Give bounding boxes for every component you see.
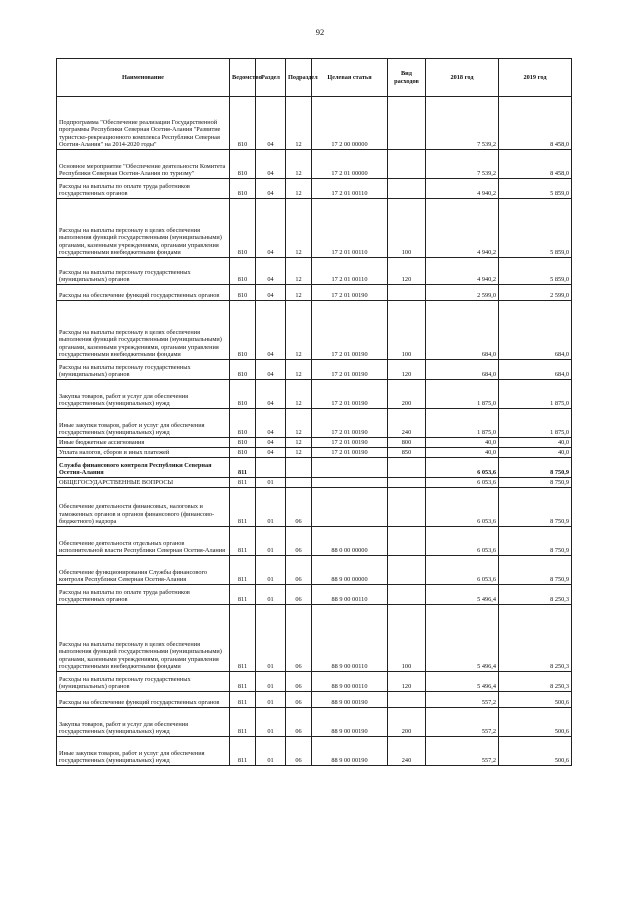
row-2018-cell: 4 940,2	[426, 258, 499, 285]
row-vedomstvo-cell: 811	[230, 692, 256, 708]
row-2018-cell: 557,2	[426, 692, 499, 708]
row-expense-type-cell	[388, 585, 426, 605]
table-row	[57, 409, 572, 438]
row-target-article-cell: 17 2 01 00190	[312, 380, 388, 409]
row-name-cell: Расходы на выплаты персоналу в целях обеспечения выполнения функций государственными (муниципальными) органами, казенными учреждениями, органами управления государственными внебюджетными фондами	[57, 199, 230, 258]
row-target-article-cell: 88 9 00 00110	[312, 672, 388, 692]
row-name-cell: Иные закупки товаров, работ и услуг для обеспечения государственных (муниципальных) нужд	[57, 737, 230, 766]
row-expense-type-cell: 120	[388, 258, 426, 285]
row-name-cell: ОБЩЕГОСУДАРСТВЕННЫЕ ВОПРОСЫ	[57, 478, 230, 488]
row-expense-type-cell: 850	[388, 448, 426, 458]
row-vedomstvo-cell: 811	[230, 605, 256, 672]
row-podrazdel-cell: 06	[286, 708, 312, 737]
row-2018-cell: 5 496,4	[426, 585, 499, 605]
row-2019-cell: 1 875,0	[499, 409, 572, 438]
row-name-cell: Расходы на выплаты персоналу государственных (муниципальных) органов	[57, 672, 230, 692]
row-razdel-cell: 01	[256, 585, 286, 605]
row-2019-cell: 684,0	[499, 301, 572, 360]
row-vedomstvo-cell: 810	[230, 438, 256, 448]
row-vedomstvo-cell: 811	[230, 458, 256, 478]
row-vedomstvo-cell: 811	[230, 527, 256, 556]
row-2018-cell: 1 875,0	[426, 409, 499, 438]
row-2019-cell: 5 859,0	[499, 179, 572, 199]
row-2018-cell: 7 539,2	[426, 150, 499, 179]
row-target-article-cell: 88 9 00 00110	[312, 585, 388, 605]
row-razdel-cell: 01	[256, 605, 286, 672]
row-vedomstvo-cell: 811	[230, 488, 256, 527]
column-header-vedomstvo: Ведомство	[230, 59, 256, 97]
row-podrazdel-cell: 12	[286, 409, 312, 438]
row-vedomstvo-cell: 811	[230, 672, 256, 692]
row-vedomstvo-cell: 811	[230, 708, 256, 737]
row-2018-cell: 7 539,2	[426, 97, 499, 150]
row-podrazdel-cell: 06	[286, 672, 312, 692]
row-podrazdel-cell: 12	[286, 179, 312, 199]
row-target-article-cell: 17 2 01 00190	[312, 448, 388, 458]
row-vedomstvo-cell: 811	[230, 585, 256, 605]
row-target-article-cell: 17 2 01 00190	[312, 301, 388, 360]
row-vedomstvo-cell: 810	[230, 150, 256, 179]
table-row	[57, 605, 572, 672]
row-2018-cell: 5 496,4	[426, 605, 499, 672]
row-razdel-cell: 04	[256, 448, 286, 458]
budget-table	[56, 58, 572, 766]
row-expense-type-cell: 100	[388, 605, 426, 672]
row-2018-cell: 1 875,0	[426, 380, 499, 409]
row-target-article-cell	[312, 458, 388, 478]
row-name-cell: Расходы на выплаты персоналу государственных (муниципальных) органов	[57, 258, 230, 285]
row-2018-cell: 6 053,6	[426, 478, 499, 488]
row-2019-cell: 8 750,9	[499, 556, 572, 585]
row-razdel-cell: 04	[256, 258, 286, 285]
row-razdel-cell: 04	[256, 360, 286, 380]
row-expense-type-cell	[388, 150, 426, 179]
table-row	[57, 556, 572, 585]
row-2019-cell: 8 750,9	[499, 488, 572, 527]
column-header-target-article: Целевая статья	[312, 59, 388, 97]
table-row	[57, 448, 572, 458]
row-2019-cell: 8 458,0	[499, 97, 572, 150]
table-row	[57, 488, 572, 527]
column-header-name: Наименование	[57, 59, 230, 97]
row-vedomstvo-cell: 811	[230, 737, 256, 766]
row-2018-cell: 4 940,2	[426, 179, 499, 199]
row-name-cell: Обеспечение функционирования Службы финансового контроля Республики Северная Осетия-Алания	[57, 556, 230, 585]
table-row	[57, 179, 572, 199]
table-row	[57, 97, 572, 150]
row-razdel-cell: 04	[256, 301, 286, 360]
row-target-article-cell: 88 9 00 00000	[312, 556, 388, 585]
row-target-article-cell: 17 2 01 00110	[312, 199, 388, 258]
row-2018-cell: 6 053,6	[426, 527, 499, 556]
row-2018-cell: 2 599,0	[426, 285, 499, 301]
column-header-razdel: Раздел	[256, 59, 286, 97]
table-row	[57, 458, 572, 478]
row-2019-cell: 40,0	[499, 438, 572, 448]
row-vedomstvo-cell: 810	[230, 360, 256, 380]
row-vedomstvo-cell: 810	[230, 285, 256, 301]
table-row	[57, 285, 572, 301]
row-podrazdel-cell: 06	[286, 527, 312, 556]
row-podrazdel-cell: 12	[286, 438, 312, 448]
row-2019-cell: 500,6	[499, 737, 572, 766]
row-target-article-cell: 88 9 00 00190	[312, 708, 388, 737]
table-row	[57, 585, 572, 605]
page-number: 92	[315, 27, 325, 37]
table-row	[57, 258, 572, 285]
row-razdel-cell: 01	[256, 527, 286, 556]
row-vedomstvo-cell: 810	[230, 199, 256, 258]
column-header-2019: 2019 год	[499, 59, 572, 97]
table-row	[57, 380, 572, 409]
row-vedomstvo-cell: 810	[230, 380, 256, 409]
row-podrazdel-cell: 12	[286, 285, 312, 301]
table-row	[57, 737, 572, 766]
row-2019-cell: 500,6	[499, 692, 572, 708]
row-name-cell: Расходы на выплаты персоналу в целях обеспечения выполнения функций государственными (муниципальными) органами, казенными учреждениями, органами управления государственными внебюджетными фондами	[57, 605, 230, 672]
table-row	[57, 150, 572, 179]
row-name-cell: Расходы на обеспечение функций государственных органов	[57, 285, 230, 301]
row-expense-type-cell	[388, 285, 426, 301]
row-target-article-cell: 17 2 01 00190	[312, 285, 388, 301]
row-target-article-cell	[312, 488, 388, 527]
row-expense-type-cell	[388, 488, 426, 527]
column-header-2018: 2018 год	[426, 59, 499, 97]
row-name-cell: Уплата налогов, сборов и иных платежей	[57, 448, 230, 458]
table-row	[57, 360, 572, 380]
row-2019-cell: 8 250,3	[499, 672, 572, 692]
row-2019-cell: 5 859,0	[499, 258, 572, 285]
row-2018-cell: 6 053,6	[426, 488, 499, 527]
row-expense-type-cell: 100	[388, 301, 426, 360]
row-name-cell: Подпрограмма "Обеспечение реализации Государственной программы Республики Северная Осетия-Алания "Развитие туристско-рекреационного комплекса Республики Северная Осетия-Алания" на 2014-2020 годы"	[57, 97, 230, 150]
table-row	[57, 708, 572, 737]
row-podrazdel-cell: 06	[286, 556, 312, 585]
row-razdel-cell: 01	[256, 488, 286, 527]
row-expense-type-cell	[388, 692, 426, 708]
row-razdel-cell: 04	[256, 199, 286, 258]
row-name-cell: Расходы на выплаты персоналу в целях обеспечения выполнения функций государственными (муниципальными) органами, казенными учреждениями, органами управления государственными внебюджетными фондами	[57, 301, 230, 360]
row-expense-type-cell: 120	[388, 672, 426, 692]
table-row	[57, 527, 572, 556]
row-razdel-cell: 04	[256, 179, 286, 199]
row-2019-cell: 8 750,9	[499, 478, 572, 488]
row-razdel-cell: 01	[256, 737, 286, 766]
row-razdel-cell: 01	[256, 692, 286, 708]
table-row	[57, 301, 572, 360]
row-name-cell: Закупка товаров, работ и услуг для обеспечения государственных (муниципальных) нужд	[57, 708, 230, 737]
row-name-cell: Иные бюджетные ассигнования	[57, 438, 230, 448]
row-2019-cell: 500,6	[499, 708, 572, 737]
row-expense-type-cell	[388, 527, 426, 556]
row-target-article-cell: 88 9 00 00190	[312, 692, 388, 708]
row-podrazdel-cell: 12	[286, 360, 312, 380]
row-2019-cell: 1 875,0	[499, 380, 572, 409]
row-expense-type-cell: 800	[388, 438, 426, 448]
row-2018-cell: 6 053,6	[426, 458, 499, 478]
row-expense-type-cell: 240	[388, 409, 426, 438]
row-name-cell: Иные закупки товаров, работ и услуг для обеспечения государственных (муниципальных) нужд	[57, 409, 230, 438]
table-row	[57, 672, 572, 692]
row-podrazdel-cell	[286, 478, 312, 488]
row-target-article-cell: 17 2 01 00190	[312, 360, 388, 380]
row-expense-type-cell	[388, 179, 426, 199]
row-target-article-cell: 88 9 00 00110	[312, 605, 388, 672]
row-2019-cell: 8 250,3	[499, 585, 572, 605]
row-vedomstvo-cell: 811	[230, 478, 256, 488]
row-podrazdel-cell: 12	[286, 448, 312, 458]
row-2019-cell: 40,0	[499, 448, 572, 458]
row-expense-type-cell: 200	[388, 380, 426, 409]
row-expense-type-cell	[388, 556, 426, 585]
table-row	[57, 692, 572, 708]
row-target-article-cell: 17 2 01 00110	[312, 258, 388, 285]
row-2019-cell: 8 250,3	[499, 605, 572, 672]
row-vedomstvo-cell: 811	[230, 556, 256, 585]
row-2019-cell: 2 599,0	[499, 285, 572, 301]
row-target-article-cell: 17 2 00 00000	[312, 97, 388, 150]
row-razdel-cell: 04	[256, 380, 286, 409]
row-2018-cell: 4 940,2	[426, 199, 499, 258]
row-podrazdel-cell: 06	[286, 737, 312, 766]
row-expense-type-cell: 240	[388, 737, 426, 766]
row-2019-cell: 684,0	[499, 360, 572, 380]
row-2019-cell: 8 750,9	[499, 527, 572, 556]
row-vedomstvo-cell: 810	[230, 97, 256, 150]
row-name-cell: Расходы на выплаты по оплате труда работников государственных органов	[57, 179, 230, 199]
row-name-cell: Основное мероприятие "Обеспечение деятельности Комитета Республики Северная Осетия-Алания по туризму"	[57, 150, 230, 179]
column-header-podrazdel: Подраздел	[286, 59, 312, 97]
row-podrazdel-cell: 12	[286, 199, 312, 258]
row-expense-type-cell: 120	[388, 360, 426, 380]
row-2018-cell: 6 053,6	[426, 556, 499, 585]
row-name-cell: Расходы на выплаты персоналу государственных (муниципальных) органов	[57, 360, 230, 380]
row-2018-cell: 684,0	[426, 360, 499, 380]
row-expense-type-cell	[388, 478, 426, 488]
row-name-cell: Закупка товаров, работ и услуг для обеспечения государственных (муниципальных) нужд	[57, 380, 230, 409]
row-vedomstvo-cell: 810	[230, 179, 256, 199]
row-target-article-cell: 88 0 00 00000	[312, 527, 388, 556]
budget-table-body	[57, 97, 572, 766]
row-2019-cell: 5 859,0	[499, 199, 572, 258]
row-razdel-cell: 01	[256, 708, 286, 737]
table-row	[57, 438, 572, 448]
row-razdel-cell: 01	[256, 556, 286, 585]
row-razdel-cell: 01	[256, 478, 286, 488]
row-name-cell: Обеспечение деятельности финансовых, налоговых и таможенных органов и органов финансового (финансово-бюджетного) надзора	[57, 488, 230, 527]
row-vedomstvo-cell: 810	[230, 409, 256, 438]
row-vedomstvo-cell: 810	[230, 448, 256, 458]
row-razdel-cell: 04	[256, 97, 286, 150]
table-header-row	[57, 59, 572, 97]
row-name-cell: Расходы на выплаты по оплате труда работников государственных органов	[57, 585, 230, 605]
row-podrazdel-cell: 06	[286, 692, 312, 708]
row-2018-cell: 557,2	[426, 737, 499, 766]
row-podrazdel-cell: 12	[286, 258, 312, 285]
row-target-article-cell: 17 2 01 00110	[312, 179, 388, 199]
row-name-cell: Служба финансового контроля Республики Северная Осетия-Алания	[57, 458, 230, 478]
row-razdel-cell: 04	[256, 438, 286, 448]
row-podrazdel-cell: 12	[286, 301, 312, 360]
row-target-article-cell: 17 2 01 00000	[312, 150, 388, 179]
row-vedomstvo-cell: 810	[230, 258, 256, 285]
row-2018-cell: 684,0	[426, 301, 499, 360]
row-razdel-cell: 01	[256, 672, 286, 692]
row-target-article-cell: 17 2 01 00190	[312, 438, 388, 448]
row-podrazdel-cell: 12	[286, 150, 312, 179]
row-expense-type-cell: 100	[388, 199, 426, 258]
row-2019-cell: 8 458,0	[499, 150, 572, 179]
row-podrazdel-cell: 06	[286, 488, 312, 527]
row-name-cell: Расходы на обеспечение функций государственных органов	[57, 692, 230, 708]
column-header-expense-type: Вид расходов	[388, 59, 426, 97]
row-target-article-cell: 17 2 01 00190	[312, 409, 388, 438]
row-podrazdel-cell: 06	[286, 605, 312, 672]
row-podrazdel-cell: 06	[286, 585, 312, 605]
row-podrazdel-cell: 12	[286, 380, 312, 409]
row-2018-cell: 557,2	[426, 708, 499, 737]
row-2018-cell: 40,0	[426, 448, 499, 458]
row-podrazdel-cell	[286, 458, 312, 478]
row-2018-cell: 40,0	[426, 438, 499, 448]
row-razdel-cell: 04	[256, 285, 286, 301]
row-razdel-cell: 04	[256, 150, 286, 179]
row-vedomstvo-cell: 810	[230, 301, 256, 360]
table-row	[57, 199, 572, 258]
row-target-article-cell: 88 9 00 00190	[312, 737, 388, 766]
row-target-article-cell	[312, 478, 388, 488]
row-razdel-cell	[256, 458, 286, 478]
row-2019-cell: 8 750,9	[499, 458, 572, 478]
row-expense-type-cell	[388, 458, 426, 478]
table-row	[57, 478, 572, 488]
row-name-cell: Обеспечение деятельности отдельных органов исполнительной власти Республики Северная Осетия-Алания	[57, 527, 230, 556]
row-razdel-cell: 04	[256, 409, 286, 438]
row-expense-type-cell: 200	[388, 708, 426, 737]
row-expense-type-cell	[388, 97, 426, 150]
row-podrazdel-cell: 12	[286, 97, 312, 150]
row-2018-cell: 5 496,4	[426, 672, 499, 692]
